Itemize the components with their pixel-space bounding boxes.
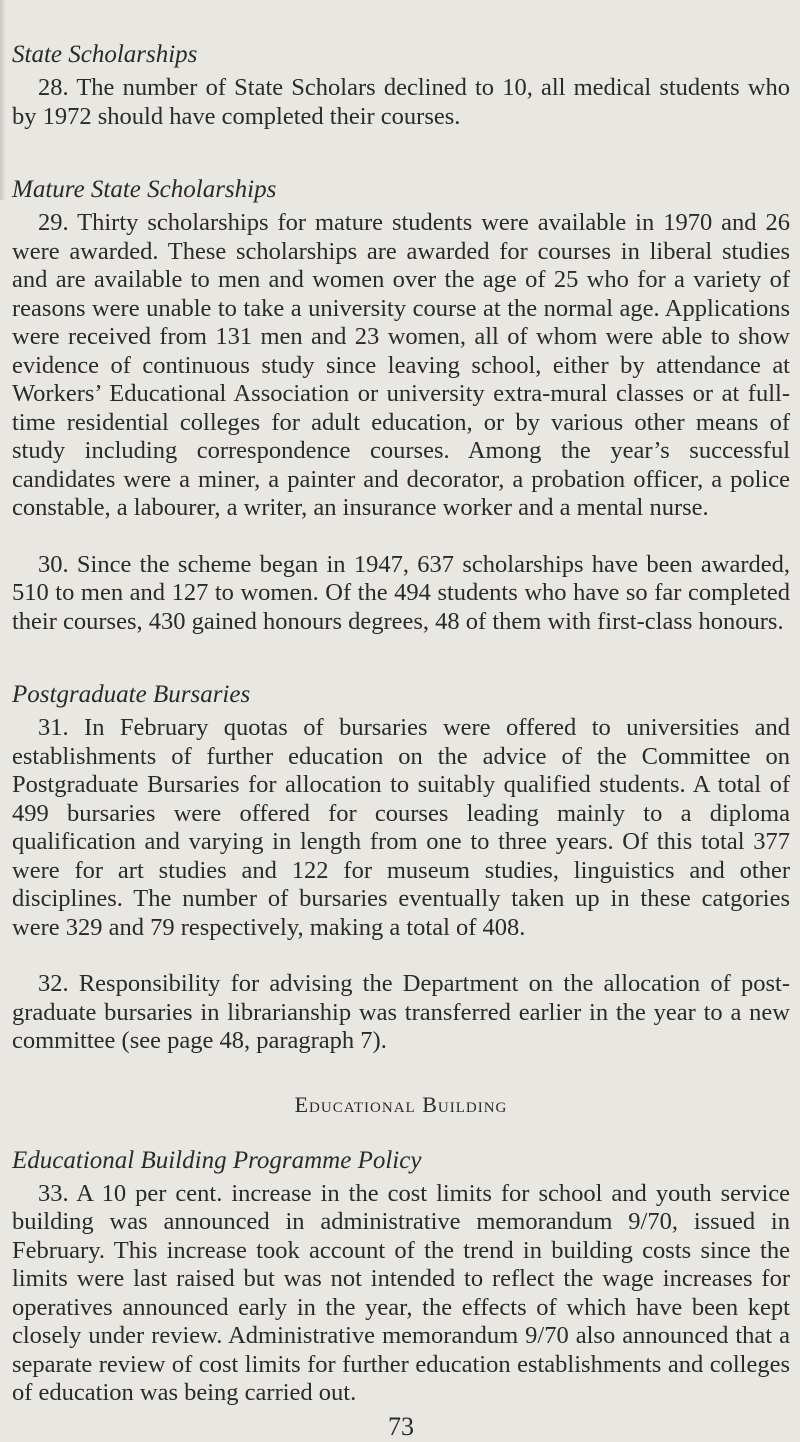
spacer (12, 131, 790, 175)
paragraph-28: 28. The number of State Scholars declined to 10, all medical students who by 1972 should have completed their courses. (12, 74, 790, 130)
spacer (12, 523, 790, 551)
heading-educational-building-programme-policy: Educational Building Programme Policy (12, 1146, 422, 1174)
paragraph-30: 30. Since the scheme began in 1947, 637 scholarships have been awarded, 510 to men and 127 to women. Of the 494 students who have so far completed their courses, 430 gained honours degrees, 48 of them with first-class honours. (12, 550, 790, 635)
spacer (12, 942, 790, 970)
section-title-educational-building: Educational Building (294, 1091, 508, 1117)
paragraph-29: 29. Thirty scholarships for mature students were available in 1970 and 26 were awarded. These scholarships are awarded for courses in liberal studies and are available to men and women over the age of 25 who for a variety of reasons were unable to take a university course at the normal age. Applications were received from 131 men and 23 women, all of whom were able to show evidence of continuous study since leaving school, either by attendance at Workers’ Educational Association or university extra-mural classes or at full-time residential colleges for adult education, or by various other means of study including correspondence courses. Among the year’s successful candidates were a miner, a painter and decorator, a probation officer, a police constable, a labourer, a writer, an insurance worker and a mental nurse. (12, 209, 790, 521)
paragraph-32: 32. Responsibility for advising the Department on the allocation of post-graduate bursaries in librarianship was transferred earlier in the year to a new committee (see page 48, paragraph 7). (12, 970, 790, 1054)
paragraph-33: 33. A 10 per cent. increase in the cost limits for school and youth service building was announced in administrative memorandum 9/70, issued in February. This increase took account of the trend in building costs since the limits were last raised but was not intended to reflect the wage increases for operatives announced early in the year, the effects of which have been kept closely under review. Administrative memorandum 9/70 also announced that a separate review of cost limits for further education establishments and colleges of education was being carried out. (12, 1179, 790, 1406)
spacer (12, 636, 790, 680)
spacer (12, 1056, 790, 1092)
heading-mature-state-scholarships: Mature State Scholarships (12, 176, 277, 203)
page-number: 73 (388, 1411, 414, 1441)
heading-state-scholarships: State Scholarships (12, 41, 198, 68)
paragraph-31: 31. In February quotas of bursaries were offered to universities and establishments of further education on the advice of the Committee on Postgraduate Bursaries for allocation to suitably qualified students. A total of 499 bursaries were offered for courses leading mainly to a diploma qualification and varying in length from one to three years. Of this total 377 were for art studies and 122 for museum studies, linguistics and other disciplines. The number of bursaries eventually taken up in these catgories were 329 and 79 respectively, making a total of 408. (12, 714, 790, 941)
spacer (12, 1118, 790, 1146)
heading-postgraduate-bursaries: Postgraduate Bursaries (12, 681, 251, 708)
page-edge-shadow (0, 0, 6, 200)
